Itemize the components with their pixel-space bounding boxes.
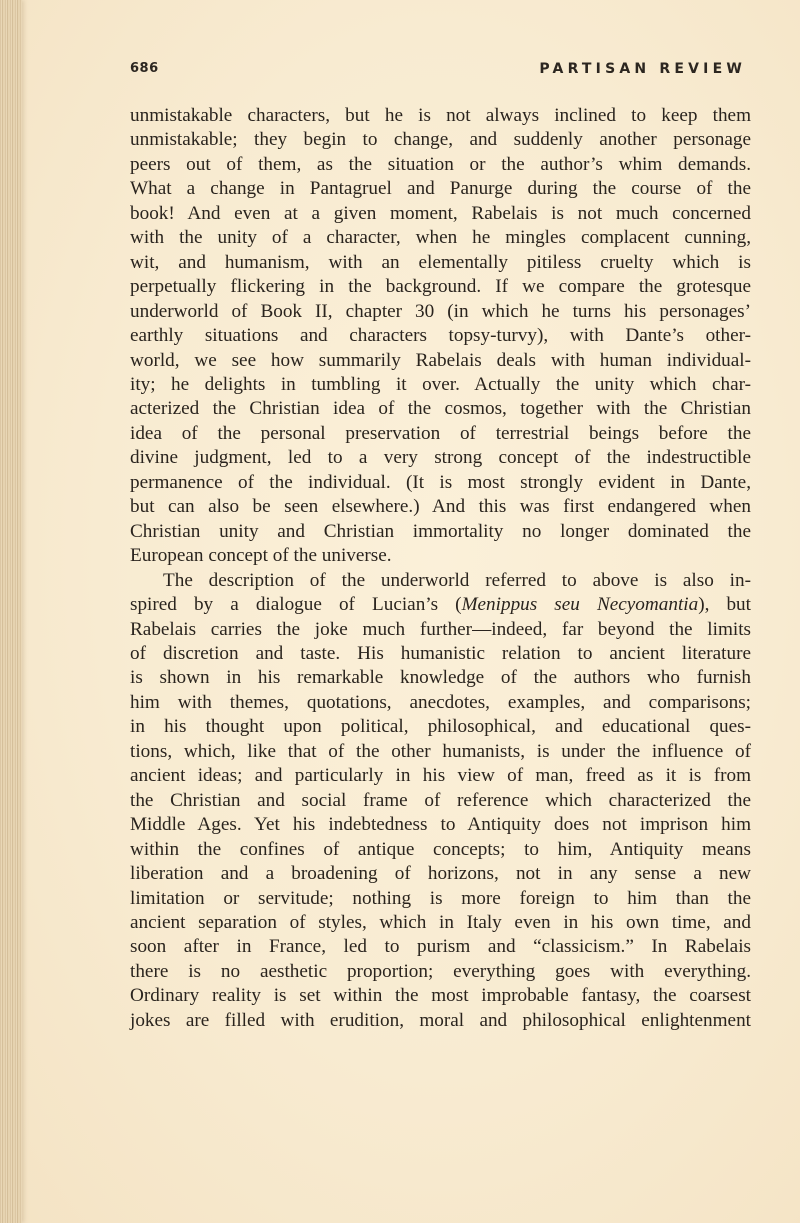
text-line: divine judgment, led to a very strong concept of the indestructible	[130, 447, 751, 469]
text-line: is shown in his remarkable knowledge of the authors who furnish	[130, 667, 751, 689]
running-head	[130, 60, 752, 80]
text-line: ancient separation of styles, which in Italy even in his own time, and	[130, 911, 751, 933]
text-line: acterized the Christian idea of the cosmos, together with the Christian	[130, 398, 751, 420]
text-line: permanence of the individual. (It is most strongly evident in Dante,	[130, 471, 751, 493]
text-line: the Christian and social frame of reference which characterized the	[130, 789, 751, 811]
text-line: of discretion and taste. His humanistic relation to ancient literature	[130, 642, 751, 664]
body-text	[130, 104, 751, 1033]
text-line: world, we see how summarily Rabelais deals with human individual-	[130, 349, 751, 371]
text-line: soon after in France, led to purism and “classicism.” In Rabelais	[130, 936, 751, 958]
text-line: underworld of Book II, chapter 30 (in which he turns his personages’	[130, 300, 751, 322]
text-line: earthly situations and characters topsy-turvy), with Dante’s other-	[130, 325, 751, 347]
text-line: wit, and humanism, with an elementally pitiless cruelty which is	[130, 251, 751, 273]
text-line: limitation or servitude; nothing is more foreign to him than the	[130, 887, 751, 909]
italic-work-title: Menippus seu Necyomantia	[461, 594, 699, 616]
text-line: with the unity of a character, when he mingles complacent cunning,	[130, 227, 751, 249]
text-line: jokes are filled with erudition, moral and philosophical enlightenment	[130, 1009, 751, 1031]
text-line: within the confines of antique concepts; to him, Antiquity means	[130, 838, 751, 860]
text-line: peers out of them, as the situation or the author’s whim demands.	[130, 153, 751, 175]
text-line: European concept of the universe.	[130, 545, 392, 567]
page-stack-edge	[0, 0, 22, 1223]
text-line-with-italic-title: spired by a dialogue of Lucian’s (Menippus seu Necyomantia), but	[130, 594, 751, 616]
journal-title: PARTISAN REVIEW	[539, 61, 746, 77]
text-line: What a change in Pantagruel and Panurge during the course of the	[130, 178, 751, 200]
text-line: Ordinary reality is set within the most improbable fantasy, the coarsest	[130, 985, 751, 1007]
text-line: unmistakable characters, but he is not always inclined to keep them	[130, 105, 751, 126]
text-line: ity; he delights in tumbling it over. Actually the unity which char-	[130, 373, 751, 395]
paragraph-1	[130, 104, 751, 569]
text-line: there is no aesthetic proportion; everything goes with everything.	[130, 960, 751, 982]
text-line: liberation and a broadening of horizons, not in any sense a new	[130, 863, 751, 885]
text-line: unmistakable; they begin to change, and suddenly another personage	[130, 129, 751, 151]
text-line: idea of the personal preservation of terrestrial beings before the	[130, 422, 751, 444]
text-line: in his thought upon political, philosophical, and educational ques-	[130, 716, 751, 738]
text-line: perpetually flickering in the background. If we compare the grotesque	[130, 276, 751, 298]
text-line: but can also be seen elsewhere.) And this was first endangered when	[130, 496, 751, 518]
text-line: him with themes, quotations, anecdotes, examples, and comparisons;	[130, 691, 751, 713]
text-line: Middle Ages. Yet his indebtedness to Antiquity does not imprison him	[130, 814, 751, 836]
text-line: The description of the underworld referred to above is also in-	[163, 569, 751, 591]
text-line: book! And even at a given moment, Rabelais is not much concerned	[130, 202, 751, 224]
text-line: tions, which, like that of the other humanists, is under the influence of	[130, 740, 751, 762]
text-line: Rabelais carries the joke much further—indeed, far beyond the limits	[130, 618, 751, 640]
text-line: Christian unity and Christian immortality no longer dominated the	[130, 520, 751, 542]
text-line: ancient ideas; and particularly in his view of man, freed as it is from	[130, 765, 751, 787]
page-number: 686	[130, 61, 159, 76]
paragraph-2	[130, 569, 751, 1034]
